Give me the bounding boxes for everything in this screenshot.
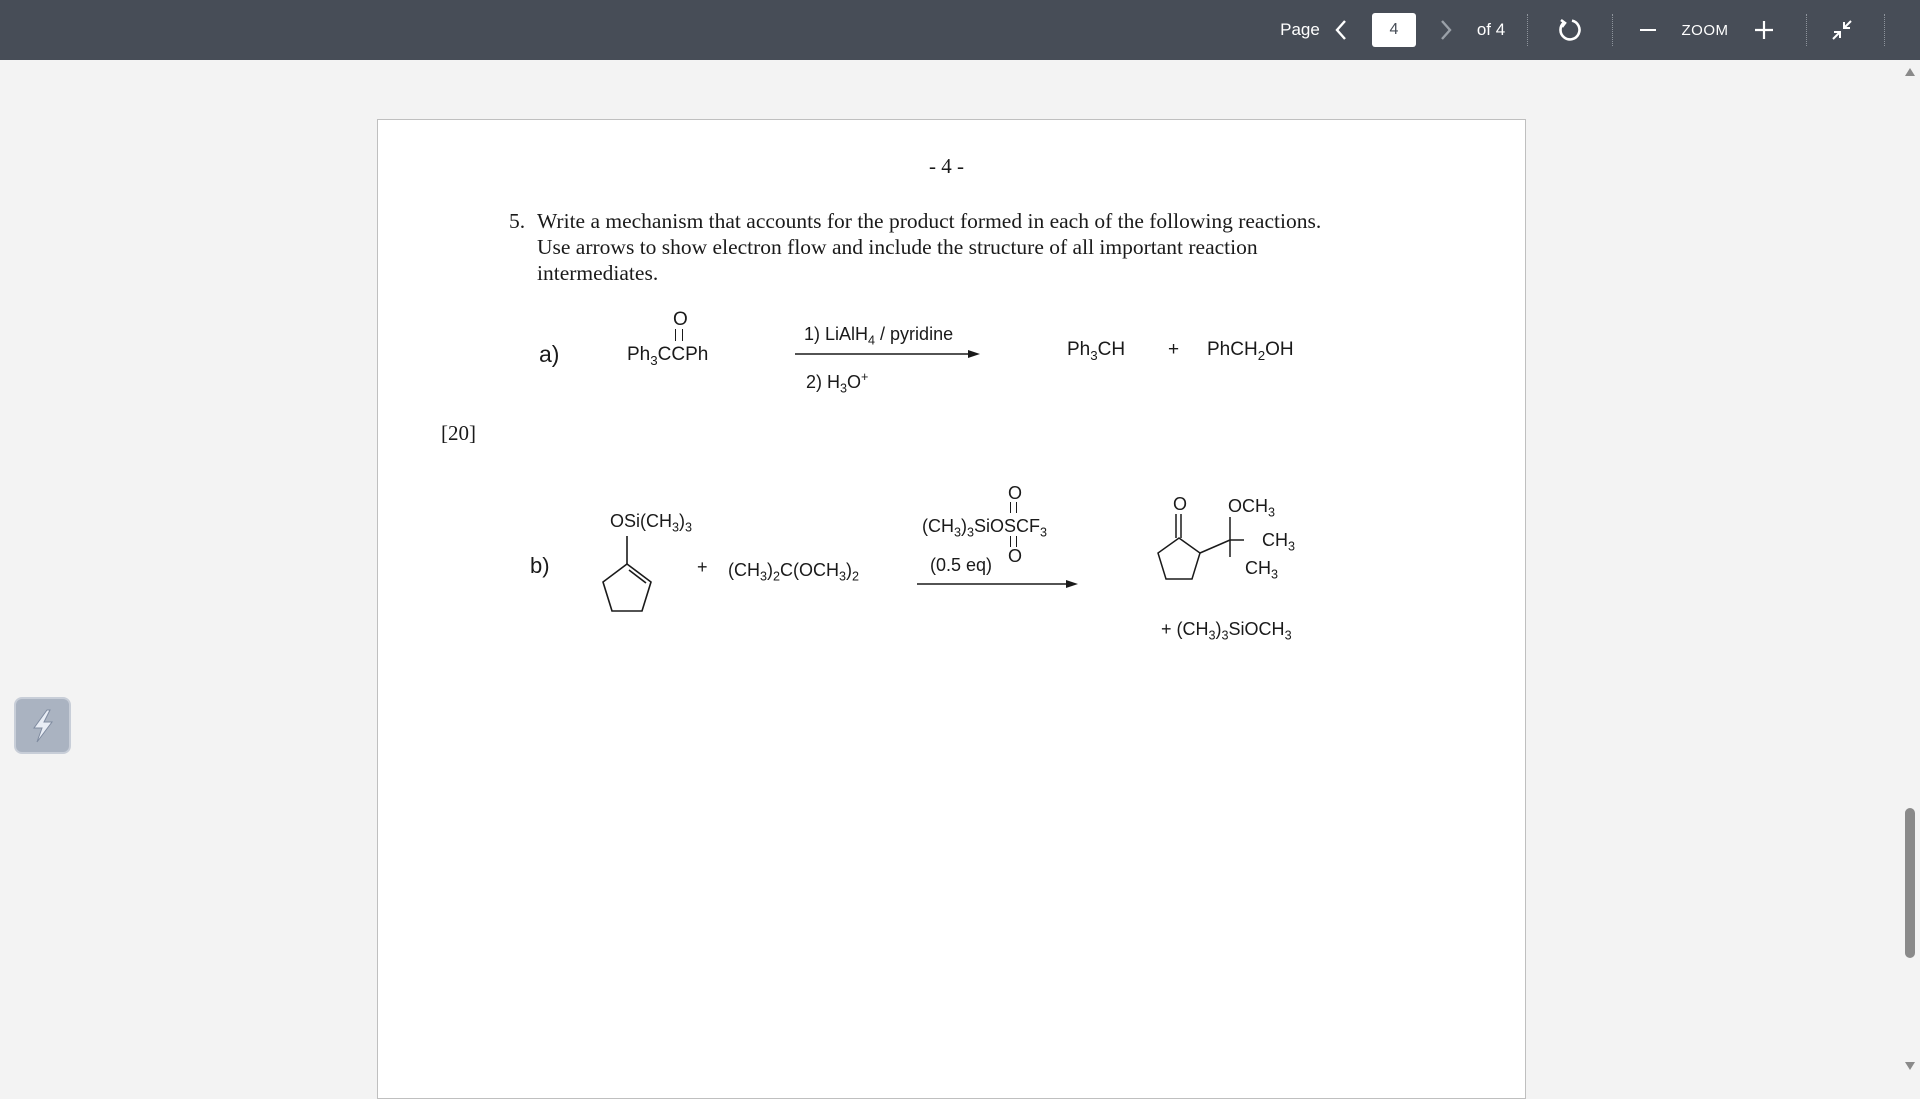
part-b-reaction-arrow — [916, 578, 1078, 590]
plus-icon — [1754, 20, 1774, 40]
catalyst-amount: (0.5 eq) — [930, 555, 993, 575]
rotate-icon — [1557, 17, 1583, 43]
part-b-catalyst: $(CH_3)_3SiOSCF_3$ — [922, 516, 1048, 540]
catalyst-double-bond-top — [1010, 502, 1017, 513]
part-a-product-2: PhCH$_2$OH — [1207, 339, 1294, 363]
part-a-reagent-1: 1) LiAlH$_4$ / pyridine — [804, 324, 954, 348]
product-methyl-2: $CH_3$ — [1245, 558, 1279, 582]
zoom-in-button[interactable] — [1752, 0, 1776, 60]
part-a-reagent-2: 2) $H_3O^+$ — [806, 370, 869, 396]
part-b-reactant-2: $(CH_3)_2C(OCH_3)_2$ — [728, 560, 860, 584]
toolbar-divider — [1527, 14, 1528, 46]
scroll-up-arrow-icon[interactable] — [1905, 68, 1915, 76]
prev-page-button[interactable] — [1326, 0, 1356, 60]
page-label: Page — [1280, 20, 1320, 39]
minus-icon — [1639, 21, 1657, 39]
product-carbonyl-oxygen: O — [1173, 494, 1188, 514]
part-b-byproduct: + $(CH_3)_3SiOCH_3$ — [1161, 619, 1292, 643]
part-a-reactant: $Ph_3CCPh$ — [627, 344, 709, 368]
question-line-2: Use arrows to show electron flow and include the structure of all important reaction — [537, 235, 1258, 259]
catalyst-oxygen-top: O — [1008, 483, 1023, 503]
question-number: 5. — [509, 209, 526, 233]
product-methoxy-group: $OCH_3$ — [1228, 496, 1276, 520]
part-a-double-bond — [675, 329, 683, 341]
floating-action-button[interactable] — [14, 697, 71, 754]
scroll-down-arrow-icon[interactable] — [1905, 1062, 1915, 1070]
page-number-input[interactable] — [1372, 13, 1416, 47]
part-b-cyclopentene-ring — [588, 530, 668, 630]
document-page — [377, 119, 1526, 1099]
rotate-button[interactable] — [1552, 0, 1588, 60]
part-b-label: b) — [530, 553, 550, 578]
part-a-carbonyl-oxygen: O — [673, 309, 688, 330]
question-line-1: Write a mechanism that accounts for the product formed in each of the following reactions. — [537, 209, 1322, 233]
part-a-label: a) — [539, 341, 560, 367]
exit-fullscreen-button[interactable] — [1828, 0, 1856, 60]
page-header: - 4 - — [929, 154, 964, 178]
part-a-plus: + — [1168, 339, 1180, 360]
toolbar-divider — [1612, 14, 1613, 46]
next-page-button[interactable] — [1431, 0, 1461, 60]
part-b-silyl-substituent: $OSi(CH_3)_3$ — [610, 511, 693, 535]
collapse-icon — [1831, 19, 1853, 41]
catalyst-oxygen-bottom: O — [1008, 546, 1023, 566]
zoom-out-button[interactable] — [1636, 0, 1660, 60]
part-a-reaction-arrow — [794, 348, 980, 360]
total-pages-label: of 4 — [1476, 20, 1506, 39]
zoom-label: ZOOM — [1681, 21, 1729, 39]
chevron-left-icon — [1333, 18, 1349, 42]
points-label: [20] — [441, 421, 476, 445]
product-structure-bonds — [1148, 512, 1268, 602]
viewer-toolbar — [0, 0, 1920, 60]
question-line-3: intermediates. — [537, 261, 659, 285]
part-a-product-1: $Ph_3CH$ — [1067, 339, 1126, 363]
toolbar-divider — [1806, 14, 1807, 46]
scrollbar-thumb[interactable] — [1905, 808, 1915, 958]
chevron-right-icon — [1438, 18, 1454, 42]
lightning-bolt-icon — [28, 708, 58, 744]
product-methyl-1: $CH_3$ — [1262, 530, 1296, 554]
part-b-plus: + — [697, 557, 708, 577]
toolbar-divider — [1884, 14, 1885, 46]
